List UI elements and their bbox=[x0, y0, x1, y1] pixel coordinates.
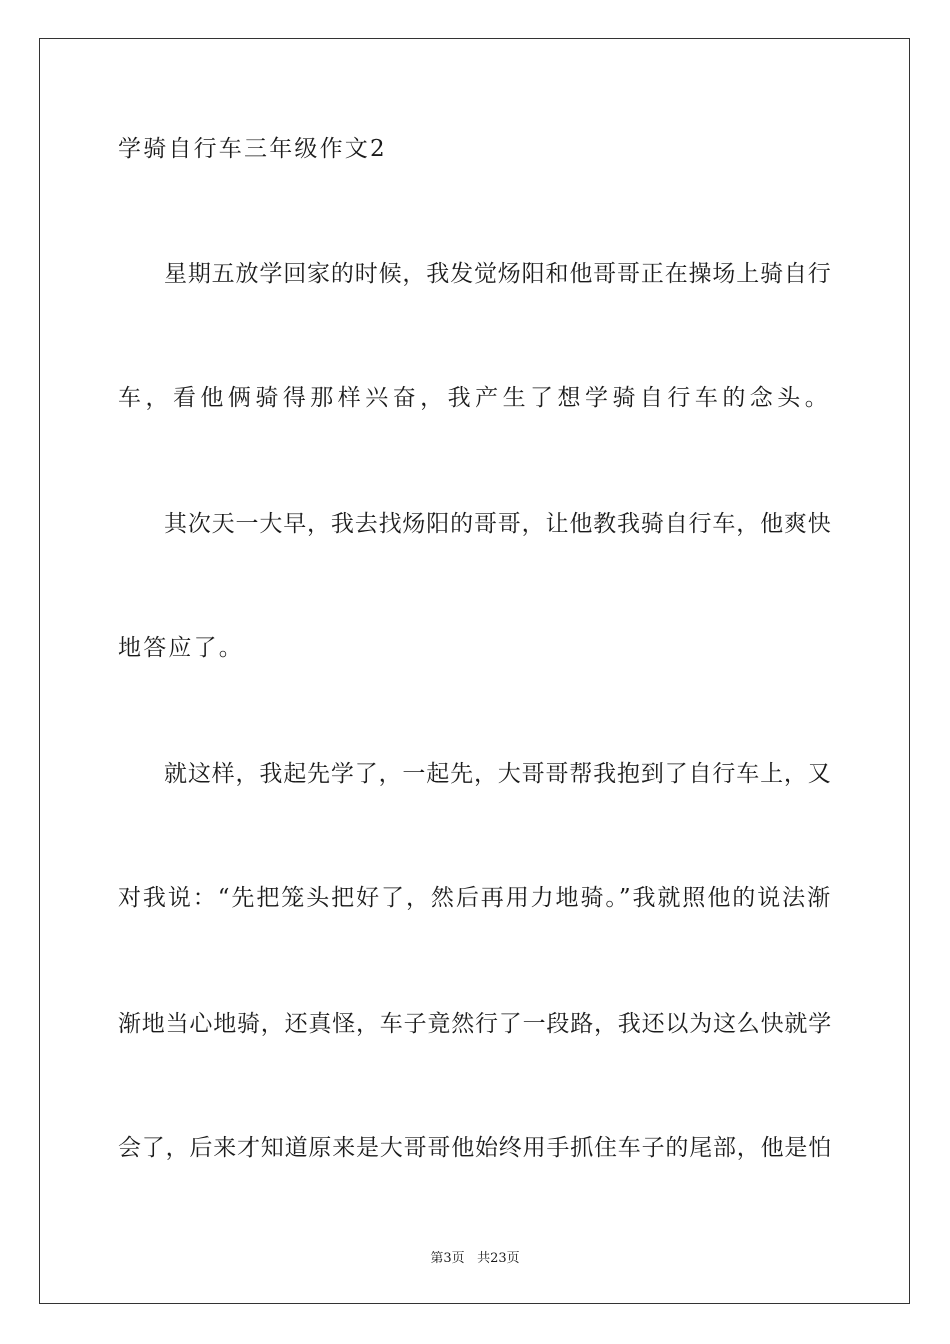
page-number: 第3页 bbox=[430, 1251, 465, 1266]
text-line-5: 就这样，我起先学了，一起先，大哥哥帮我抱到了自行车上，又 bbox=[164, 761, 832, 787]
text-line-3: 其次天一大早，我去找炀阳的哥哥，让他教我骑自行车，他爽快 bbox=[164, 511, 832, 537]
page-footer bbox=[0, 1247, 950, 1266]
text-line-7: 渐地当心地骑，还真怪，车子竟然行了一段路，我还以为这么快就学 bbox=[118, 1011, 832, 1037]
document-title: 学骑自行车三年级作文2 bbox=[118, 136, 387, 162]
page-total: 共23页 bbox=[477, 1251, 520, 1266]
text-line-8: 会了，后来才知道原来是大哥哥他始终用手抓住车子的尾部，他是怕 bbox=[118, 1135, 832, 1161]
text-line-6: 对我说：“先把笼头把好了，然后再用力地骑。”我就照他的说法渐 bbox=[118, 885, 833, 911]
page-frame bbox=[39, 38, 910, 1304]
text-line-2: 车，看他俩骑得那样兴奋，我产生了想学骑自行车的念头。 bbox=[118, 385, 833, 411]
text-line-4: 地答应了。 bbox=[118, 635, 244, 661]
text-line-1: 星期五放学回家的时候，我发觉炀阳和他哥哥正在操场上骑自行 bbox=[164, 261, 832, 287]
